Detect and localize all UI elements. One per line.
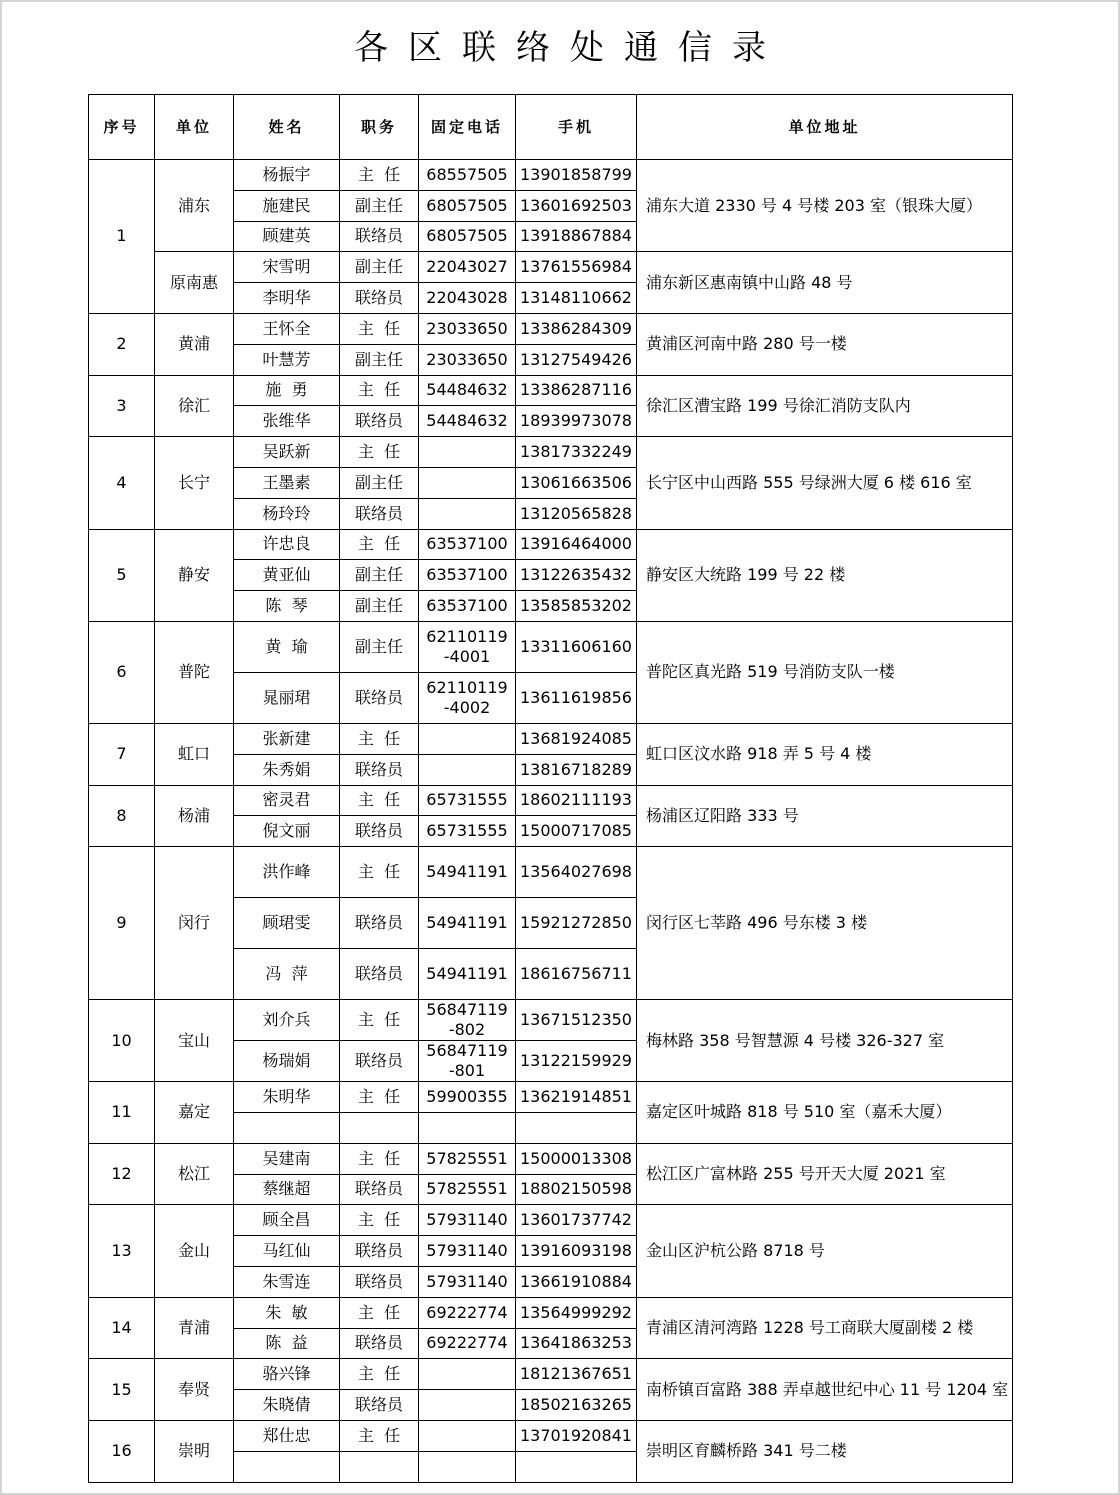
mobile-phone: 13817332249: [516, 437, 637, 468]
serial-number: 5: [89, 529, 155, 621]
table-row: [89, 1082, 1013, 1113]
fixed-phone: 63537100: [419, 529, 516, 560]
contact-position: 主 任: [340, 1297, 419, 1328]
fixed-phone: 62110119 -4002: [419, 672, 516, 723]
mobile-phone: 13601737742: [516, 1205, 637, 1236]
table-row: [89, 1000, 1013, 1041]
contact-name: 骆兴锋: [234, 1359, 340, 1390]
contact-name: 许忠良: [234, 529, 340, 560]
fixed-phone: 63537100: [419, 560, 516, 591]
contact-position: 主 任: [340, 1143, 419, 1174]
serial-number: 2: [89, 313, 155, 375]
table-row: [89, 621, 1013, 672]
contact-name: 郑仕忠: [234, 1420, 340, 1451]
serial-number: 6: [89, 621, 155, 723]
fixed-phone: 22043028: [419, 283, 516, 314]
unit-name: 青浦: [155, 1297, 234, 1359]
contact-name: 陈 益: [234, 1328, 340, 1359]
serial-number: 13: [89, 1205, 155, 1297]
fixed-phone: [419, 754, 516, 785]
fixed-phone: [419, 437, 516, 468]
contact-name: [234, 1451, 340, 1482]
unit-name: 普陀: [155, 621, 234, 723]
contact-name: 密灵君: [234, 785, 340, 816]
contact-position: 联络员: [340, 221, 419, 252]
contact-position: [340, 1451, 419, 1482]
mobile-phone: 18121367651: [516, 1359, 637, 1390]
unit-address: 梅林路 358 号智慧源 4 号楼 326-327 室: [637, 1000, 1013, 1082]
mobile-phone: [516, 1451, 637, 1482]
contact-position: 联络员: [340, 1174, 419, 1205]
serial-number: 10: [89, 1000, 155, 1082]
contact-position: 联络员: [340, 672, 419, 723]
fixed-phone: [419, 467, 516, 498]
unit-address: 杨浦区辽阳路 333 号: [637, 785, 1013, 847]
contact-name: 顾建英: [234, 221, 340, 252]
mobile-phone: 13601692503: [516, 190, 637, 221]
contact-position: 联络员: [340, 754, 419, 785]
serial-number: 1: [89, 160, 155, 314]
fixed-phone: 54941191: [419, 949, 516, 1000]
unit-name: 原南惠: [155, 252, 234, 314]
mobile-phone: 15921272850: [516, 898, 637, 949]
contact-name: 陈 琴: [234, 591, 340, 622]
fixed-phone: 54941191: [419, 847, 516, 898]
contact-position: 主 任: [340, 847, 419, 898]
contact-position: 副主任: [340, 190, 419, 221]
contact-position: 联络员: [340, 1041, 419, 1082]
fixed-phone: 59900355: [419, 1082, 516, 1113]
fixed-phone: 57825551: [419, 1174, 516, 1205]
page-title: 各区联络处通信录: [354, 28, 786, 68]
unit-name: 静安: [155, 529, 234, 621]
serial-number: 14: [89, 1297, 155, 1359]
contact-name: 吴跃新: [234, 437, 340, 468]
fixed-phone: [419, 1420, 516, 1451]
fixed-phone: 68057505: [419, 221, 516, 252]
table-row: [89, 437, 1013, 468]
header-no: 序号: [89, 95, 155, 160]
fixed-phone: 57931140: [419, 1266, 516, 1297]
unit-address: 南桥镇百富路 388 弄卓越世纪中心 11 号 1204 室: [637, 1359, 1013, 1421]
contact-position: 主 任: [340, 1000, 419, 1041]
fixed-phone: 69222774: [419, 1328, 516, 1359]
contact-position: 副主任: [340, 591, 419, 622]
mobile-phone: 13916464000: [516, 529, 637, 560]
table-row: [89, 1359, 1013, 1390]
table-body: [89, 160, 1013, 1483]
mobile-phone: 18502163265: [516, 1390, 637, 1421]
serial-number: 4: [89, 437, 155, 529]
unit-name: 虹口: [155, 723, 234, 785]
fixed-phone: 56847119 -801: [419, 1041, 516, 1082]
contact-name: 刘介兵: [234, 1000, 340, 1041]
header-tel: 固定电话: [419, 95, 516, 160]
serial-number: 12: [89, 1143, 155, 1205]
contact-name: 杨瑞娟: [234, 1041, 340, 1082]
mobile-phone: 18802150598: [516, 1174, 637, 1205]
mobile-phone: 13311606160: [516, 621, 637, 672]
contact-name: 吴建南: [234, 1143, 340, 1174]
serial-number: 7: [89, 723, 155, 785]
serial-number: 16: [89, 1420, 155, 1482]
header-position: 职务: [340, 95, 419, 160]
mobile-phone: 13120565828: [516, 498, 637, 529]
fixed-phone: 23033650: [419, 344, 516, 375]
contact-position: 主 任: [340, 313, 419, 344]
table-row: [89, 785, 1013, 816]
unit-address: 静安区大统路 199 号 22 楼: [637, 529, 1013, 621]
serial-number: 15: [89, 1359, 155, 1421]
mobile-phone: 13611619856: [516, 672, 637, 723]
unit-name: 崇明: [155, 1420, 234, 1482]
unit-address: 浦东大道 2330 号 4 号楼 203 室（银珠大厦）: [637, 160, 1013, 252]
contact-position: [340, 1112, 419, 1143]
unit-address: 金山区沪杭公路 8718 号: [637, 1205, 1013, 1297]
fixed-phone: 57931140: [419, 1236, 516, 1267]
mobile-phone: 13681924085: [516, 723, 637, 754]
header-row: [89, 95, 1013, 160]
unit-address: 青浦区清河湾路 1228 号工商联大厦副楼 2 楼: [637, 1297, 1013, 1359]
fixed-phone: 57931140: [419, 1205, 516, 1236]
mobile-phone: 13816718289: [516, 754, 637, 785]
unit-name: 奉贤: [155, 1359, 234, 1421]
unit-address: 虹口区汶水路 918 弄 5 号 4 楼: [637, 723, 1013, 785]
fixed-phone: 68557505: [419, 160, 516, 191]
serial-number: 9: [89, 847, 155, 1000]
contact-position: 主 任: [340, 1420, 419, 1451]
unit-address: 普陀区真光路 519 号消防支队一楼: [637, 621, 1013, 723]
contact-name: 施 勇: [234, 375, 340, 406]
contact-name: 李明华: [234, 283, 340, 314]
contact-name: [234, 1112, 340, 1143]
serial-number: 3: [89, 375, 155, 437]
contact-position: 主 任: [340, 723, 419, 754]
mobile-phone: 13122159929: [516, 1041, 637, 1082]
contact-position: 副主任: [340, 467, 419, 498]
serial-number: 11: [89, 1082, 155, 1144]
unit-name: 浦东: [155, 160, 234, 252]
contact-position: 副主任: [340, 344, 419, 375]
contact-name: 蔡继超: [234, 1174, 340, 1205]
header-address: 单位地址: [637, 95, 1013, 160]
unit-name: 嘉定: [155, 1082, 234, 1144]
fixed-phone: 54941191: [419, 898, 516, 949]
fixed-phone: 69222774: [419, 1297, 516, 1328]
contact-name: 叶慧芳: [234, 344, 340, 375]
fixed-phone: 54484632: [419, 406, 516, 437]
mobile-phone: 13641863253: [516, 1328, 637, 1359]
table-row: [89, 313, 1013, 344]
contact-name: 朱晓倩: [234, 1390, 340, 1421]
contact-position: 主 任: [340, 785, 419, 816]
contact-position: 联络员: [340, 816, 419, 847]
contact-position: 主 任: [340, 529, 419, 560]
mobile-phone: 13761556984: [516, 252, 637, 283]
fixed-phone: [419, 498, 516, 529]
table-row: [89, 1297, 1013, 1328]
mobile-phone: 13127549426: [516, 344, 637, 375]
fixed-phone: 57825551: [419, 1143, 516, 1174]
mobile-phone: 13564027698: [516, 847, 637, 898]
fixed-phone: 54484632: [419, 375, 516, 406]
unit-address: 长宁区中山西路 555 号绿洲大厦 6 楼 616 室: [637, 437, 1013, 529]
mobile-phone: 13585853202: [516, 591, 637, 622]
contact-name: 黄 瑜: [234, 621, 340, 672]
header-name: 姓名: [234, 95, 340, 160]
contact-name: 杨振宇: [234, 160, 340, 191]
mobile-phone: 13701920841: [516, 1420, 637, 1451]
fixed-phone: 56847119 -802: [419, 1000, 516, 1041]
unit-name: 杨浦: [155, 785, 234, 847]
contact-name: 张维华: [234, 406, 340, 437]
contact-name: 朱雪连: [234, 1266, 340, 1297]
contact-name: 王怀全: [234, 313, 340, 344]
mobile-phone: 13564999292: [516, 1297, 637, 1328]
unit-address: 崇明区育麟桥路 341 号二楼: [637, 1420, 1013, 1482]
unit-name: 闵行: [155, 847, 234, 1000]
contact-position: 副主任: [340, 560, 419, 591]
fixed-phone: [419, 1451, 516, 1482]
unit-name: 徐汇: [155, 375, 234, 437]
contact-name: 晁丽珺: [234, 672, 340, 723]
mobile-phone: [516, 1112, 637, 1143]
table-row: [89, 723, 1013, 754]
header-mobile: 手机: [516, 95, 637, 160]
contact-position: 联络员: [340, 406, 419, 437]
contact-name: 朱秀娟: [234, 754, 340, 785]
contact-position: 副主任: [340, 621, 419, 672]
mobile-phone: 13148110662: [516, 283, 637, 314]
contact-name: 黄亚仙: [234, 560, 340, 591]
contact-table: [88, 94, 1013, 1483]
mobile-phone: 18939973078: [516, 406, 637, 437]
table-row: [89, 160, 1013, 191]
contact-position: 副主任: [340, 252, 419, 283]
mobile-phone: 13901858799: [516, 160, 637, 191]
unit-address: 徐汇区漕宝路 199 号徐汇消防支队内: [637, 375, 1013, 437]
contact-position: 主 任: [340, 160, 419, 191]
header-unit: 单位: [155, 95, 234, 160]
mobile-phone: 13621914851: [516, 1082, 637, 1113]
fixed-phone: 22043027: [419, 252, 516, 283]
contact-name: 朱 敏: [234, 1297, 340, 1328]
contact-name: 顾珺雯: [234, 898, 340, 949]
unit-address: 黄浦区河南中路 280 号一楼: [637, 313, 1013, 375]
unit-address: 嘉定区叶城路 818 号 510 室（嘉禾大厦）: [637, 1082, 1013, 1144]
mobile-phone: 13122635432: [516, 560, 637, 591]
contact-position: 主 任: [340, 437, 419, 468]
unit-address: 松江区广富林路 255 号开天大厦 2021 室: [637, 1143, 1013, 1205]
contact-name: 顾全昌: [234, 1205, 340, 1236]
mobile-phone: 18616756711: [516, 949, 637, 1000]
unit-address: 浦东新区惠南镇中山路 48 号: [637, 252, 1013, 314]
unit-name: 金山: [155, 1205, 234, 1297]
contact-name: 冯 萍: [234, 949, 340, 1000]
unit-name: 松江: [155, 1143, 234, 1205]
contact-position: 主 任: [340, 1205, 419, 1236]
fixed-phone: [419, 1112, 516, 1143]
fixed-phone: [419, 1390, 516, 1421]
mobile-phone: 18602111193: [516, 785, 637, 816]
fixed-phone: [419, 1359, 516, 1390]
table-row: [89, 1420, 1013, 1451]
contact-name: 施建民: [234, 190, 340, 221]
mobile-phone: 15000717085: [516, 816, 637, 847]
mobile-phone: 15000013308: [516, 1143, 637, 1174]
contact-name: 马红仙: [234, 1236, 340, 1267]
contact-name: 朱明华: [234, 1082, 340, 1113]
table-row: [89, 1143, 1013, 1174]
unit-name: 黄浦: [155, 313, 234, 375]
fixed-phone: 63537100: [419, 591, 516, 622]
mobile-phone: 13386287116: [516, 375, 637, 406]
mobile-phone: 13661910884: [516, 1266, 637, 1297]
mobile-phone: 13916093198: [516, 1236, 637, 1267]
table-row: [89, 252, 1013, 283]
contact-position: 主 任: [340, 1359, 419, 1390]
contact-position: 联络员: [340, 1236, 419, 1267]
fixed-phone: 68057505: [419, 190, 516, 221]
unit-address: 闵行区七莘路 496 号东楼 3 楼: [637, 847, 1013, 1000]
fixed-phone: [419, 723, 516, 754]
contact-position: 主 任: [340, 1082, 419, 1113]
contact-name: 王墨素: [234, 467, 340, 498]
fixed-phone: 65731555: [419, 785, 516, 816]
mobile-phone: 13061663506: [516, 467, 637, 498]
serial-number: 8: [89, 785, 155, 847]
mobile-phone: 13918867884: [516, 221, 637, 252]
contact-name: 倪文丽: [234, 816, 340, 847]
contact-position: 联络员: [340, 498, 419, 529]
fixed-phone: 23033650: [419, 313, 516, 344]
fixed-phone: 65731555: [419, 816, 516, 847]
fixed-phone: 62110119 -4001: [419, 621, 516, 672]
contact-position: 主 任: [340, 375, 419, 406]
mobile-phone: 13386284309: [516, 313, 637, 344]
contact-position: 联络员: [340, 283, 419, 314]
table-row: [89, 529, 1013, 560]
contact-position: 联络员: [340, 1390, 419, 1421]
unit-name: 宝山: [155, 1000, 234, 1082]
contact-position: 联络员: [340, 949, 419, 1000]
contact-name: 洪作峰: [234, 847, 340, 898]
mobile-phone: 13671512350: [516, 1000, 637, 1041]
contact-name: 宋雪明: [234, 252, 340, 283]
contact-position: 联络员: [340, 898, 419, 949]
table-row: [89, 847, 1013, 898]
contact-name: 杨玲玲: [234, 498, 340, 529]
table-row: [89, 1205, 1013, 1236]
contact-name: 张新建: [234, 723, 340, 754]
contact-position: 联络员: [340, 1266, 419, 1297]
unit-name: 长宁: [155, 437, 234, 529]
contact-position: 联络员: [340, 1328, 419, 1359]
table-row: [89, 375, 1013, 406]
